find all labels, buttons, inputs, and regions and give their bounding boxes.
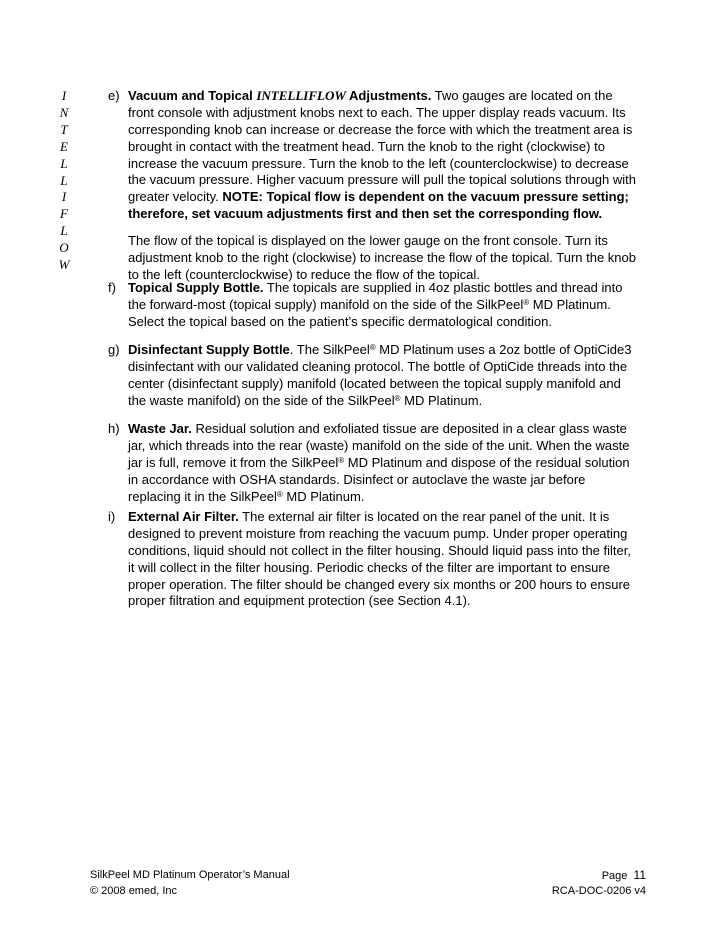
- text-run: Two gauges are located on the: [431, 88, 613, 103]
- list-item-topical-supply-bottle: [108, 280, 648, 331]
- text-run: The flow of the topical is displayed on the lower gauge on the front console. Turn its: [128, 233, 608, 249]
- paragraph-line: [128, 489, 648, 506]
- paragraph-line: [128, 455, 648, 472]
- text-run: jar is full, remove it from the SilkPeel: [128, 454, 339, 470]
- text-run: . The SilkPeel: [289, 342, 370, 357]
- sidebar-letter: I: [61, 189, 67, 205]
- paragraph-line: [128, 233, 648, 250]
- list-marker: e): [108, 88, 120, 103]
- list-marker: f): [108, 280, 116, 295]
- paragraph-line: [128, 280, 648, 297]
- list-marker: h): [108, 421, 120, 436]
- footer-page-number: 11: [633, 868, 646, 882]
- registered-mark: ®: [394, 393, 401, 403]
- paragraph-line: [128, 156, 648, 173]
- paragraph-line: [128, 376, 648, 393]
- text-run: it will collect in the filter housing. Periodic checks of the filter are important to ensure: [128, 559, 610, 575]
- text-run: corresponding knob can increase or decrease the force with which the treatment area is: [128, 121, 633, 137]
- text-run: jar, which threads into the rear (waste) manifold on the side of the unit. When the waste: [128, 437, 630, 453]
- sidebar-letter: L: [60, 172, 68, 188]
- sidebar-letter: O: [59, 240, 69, 256]
- list-item-waste-jar: [108, 421, 648, 505]
- bold-text: Topical Supply Bottle.: [128, 280, 264, 295]
- paragraph-line: [128, 139, 648, 156]
- text-run: the forward-most (topical supply) manifold on the side of the SilkPeel: [128, 296, 524, 312]
- paragraph-line: [128, 105, 648, 122]
- text-run: to the left (counterclockwise) to reduce the flow of the topical.: [128, 266, 480, 282]
- sidebar-letter: L: [60, 223, 68, 239]
- footer-manual-title: SilkPeel MD Platinum Operator’s Manual: [90, 869, 290, 881]
- paragraph-line: [128, 314, 648, 331]
- sidebar-letter: I: [61, 88, 67, 103]
- paragraph-line: [128, 250, 648, 267]
- text-run: greater velocity.: [128, 189, 223, 205]
- paragraph-line: [128, 342, 648, 359]
- paragraph-line: [128, 526, 648, 543]
- paragraph-line: [128, 577, 648, 594]
- paragraph-line: [128, 509, 648, 526]
- text-run: Select the topical based on the patient’s specific dermatological condition.: [128, 313, 552, 329]
- paragraph-line: [128, 421, 648, 438]
- text-run: adjustment knob to the right (clockwise) to increase the flow of the topical. Turn the knob: [128, 250, 636, 266]
- text-run: Residual solution and exfoliated tissue are deposited in a clear glass waste: [191, 421, 627, 436]
- text-run: replacing it in the SilkPeel: [128, 488, 277, 504]
- footer-page-indicator: [602, 867, 646, 883]
- bold-text: Waste Jar.: [128, 421, 192, 436]
- sidebar-letter: E: [60, 138, 68, 154]
- text-run: conditions, liquid should not collect in the filter housing. Should liquid pass into the filter,: [128, 542, 631, 558]
- paragraph-line: [128, 560, 648, 577]
- list-marker: g): [108, 342, 120, 357]
- page-footer: [90, 867, 646, 899]
- paragraph-line: [128, 206, 648, 223]
- intelliflow-vertical-label: [56, 88, 72, 274]
- footer-copyright: © 2008 emed, Inc: [90, 885, 177, 897]
- paragraph-line: [128, 438, 648, 455]
- paragraph-line: [128, 122, 648, 139]
- paragraph-line: [128, 297, 648, 314]
- text-run: in accordance with OSHA standards. Disinfect or autoclave the waste jar before: [128, 471, 586, 487]
- sidebar-letter: T: [60, 121, 68, 137]
- text-run: proper filtration and equipment protection (see Section 4.1).: [128, 593, 471, 609]
- list-item-external-air-filter: [108, 509, 648, 610]
- footer-page-label: Page: [601, 870, 628, 882]
- paragraph-line: [128, 543, 648, 560]
- sidebar-letter: W: [58, 257, 70, 273]
- text-run: MD Platinum uses a 2oz bottle of OptiCide3: [375, 342, 632, 357]
- text-run: MD Platinum.: [282, 488, 365, 504]
- paragraph-line: [128, 393, 648, 410]
- footer-doc-id: RCA-DOC-0206 v4: [551, 885, 646, 897]
- bold-text: therefore, set vacuum adjustments first and then set the corresponding flow.: [128, 206, 603, 222]
- bold-text: Vacuum and Topical: [128, 88, 257, 103]
- sidebar-letter: F: [60, 206, 68, 222]
- registered-mark: ®: [523, 297, 530, 307]
- text-run: MD Platinum and dispose of the residual solution: [344, 454, 630, 470]
- text-run: The external air filter is located on the rear panel of the unit. It is: [238, 509, 610, 524]
- text-run: proper operation. The filter should be changed every six months or 200 hours to ensure: [128, 576, 631, 592]
- registered-mark: ®: [338, 455, 345, 465]
- registered-mark: ®: [276, 489, 283, 499]
- bold-text: NOTE: Topical flow is dependent on the vacuum pressure setting;: [222, 189, 629, 205]
- paragraph-line: [128, 472, 648, 489]
- list-marker: i): [108, 509, 116, 524]
- bold-text: INTELLIFLOW: [256, 88, 346, 103]
- sidebar-letter: L: [60, 155, 68, 171]
- text-run: center (disinfectant supply) manifold (located between the topical supply manifold and: [128, 375, 621, 391]
- text-run: disinfectant with our validated cleaning protocol. The bottle of OptiCide threads into the: [128, 358, 628, 374]
- bold-text: External Air Filter.: [128, 509, 239, 524]
- registered-mark: ®: [369, 343, 376, 352]
- text-run: front console with adjustment knobs next to each. The upper display reads vacuum. Its: [128, 104, 626, 120]
- paragraph-line: [128, 88, 648, 105]
- paragraph-line: [128, 189, 648, 206]
- text-run: MD Platinum.: [400, 392, 483, 408]
- sidebar-letter: N: [59, 104, 69, 120]
- text-run: MD Platinum.: [529, 296, 611, 312]
- text-run: The topicals are supplied in 4oz plastic bottles and thread into: [263, 280, 623, 295]
- list-item-disinfectant-supply-bottle: [108, 342, 648, 410]
- bold-text: Adjustments.: [345, 88, 432, 103]
- list-item-vacuum-topical: [108, 88, 648, 284]
- text-run: increase the vacuum pressure. Turn the knob to the left (counterclockwise) to decrease: [128, 155, 629, 171]
- paragraph-line: [128, 359, 648, 376]
- text-run: brought in contact with the treatment head. Turn the knob to the right (clockwise) to: [128, 138, 605, 154]
- text-run: the waste manifold) on the side of the SilkPeel: [128, 392, 395, 408]
- bold-text: Disinfectant Supply Bottle: [128, 342, 290, 357]
- paragraph-line: [128, 593, 648, 610]
- text-run: designed to prevent moisture from reaching the vacuum pump. Under proper operating: [128, 525, 628, 541]
- text-run: the vacuum pressure. Higher vacuum pressure will pull the topical solutions through with: [128, 172, 636, 188]
- paragraph-line: [128, 172, 648, 189]
